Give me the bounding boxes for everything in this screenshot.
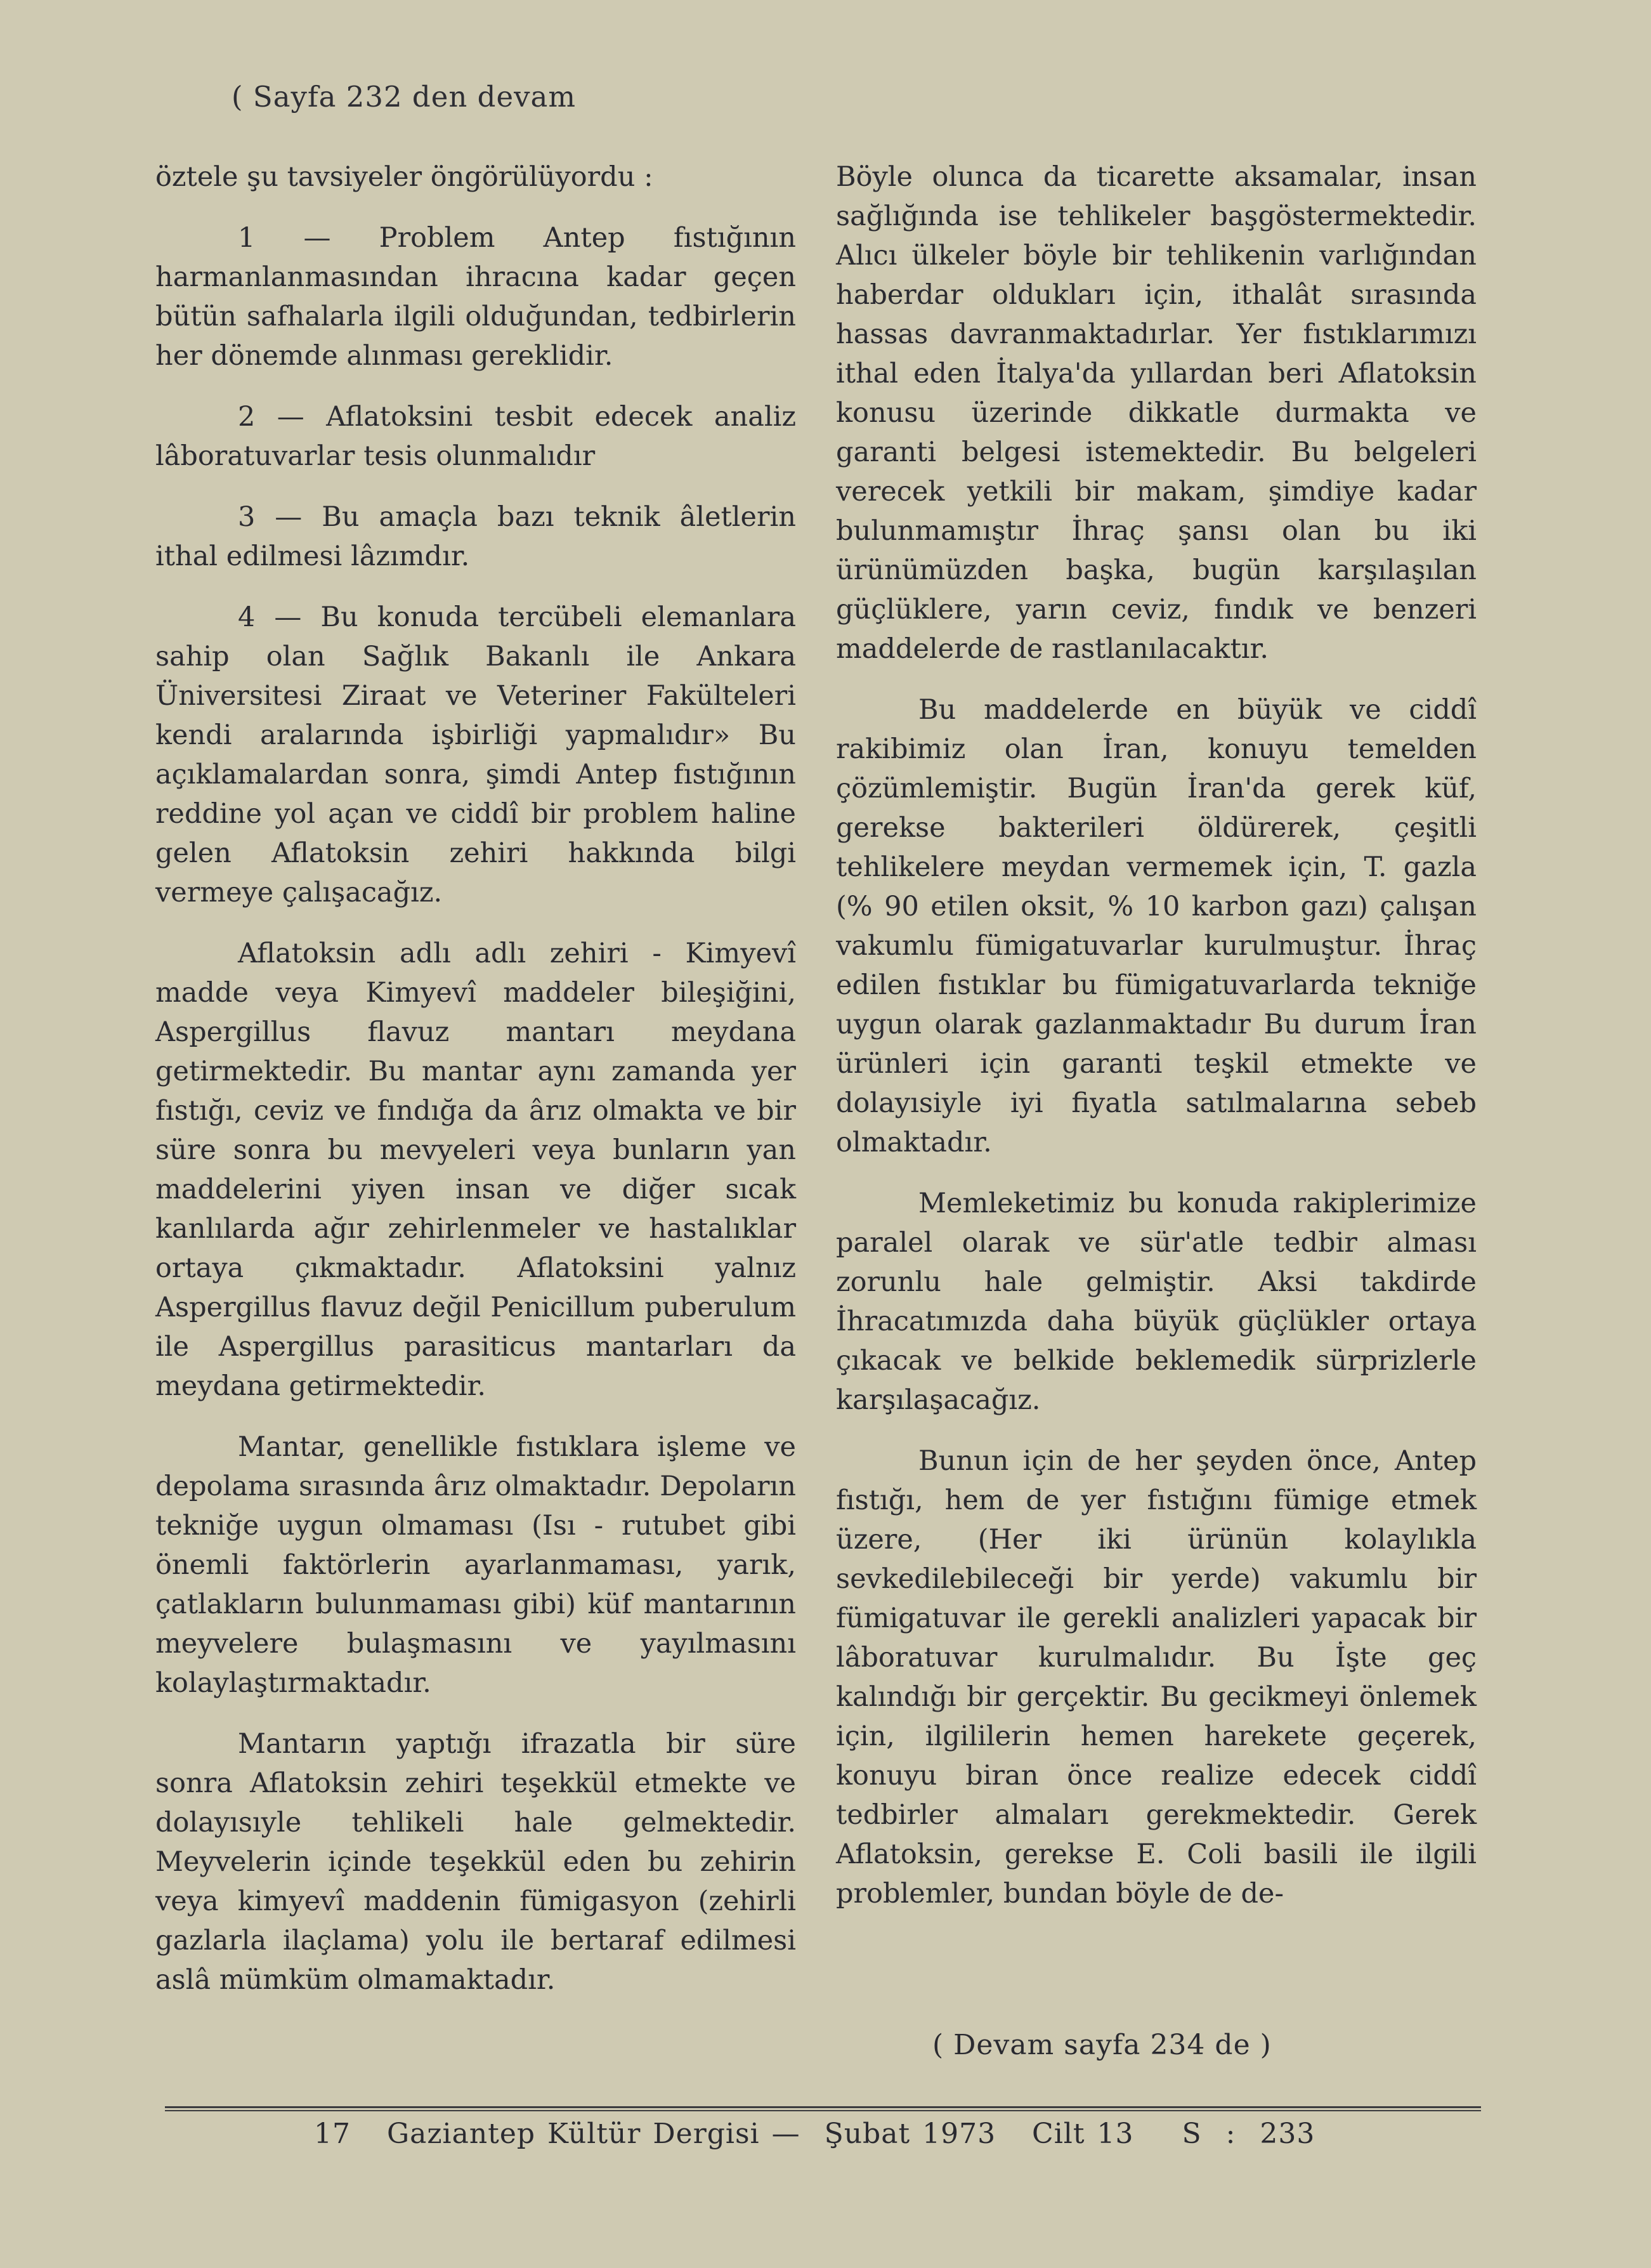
page-footer: 17 Gaziantep Kültür Dergisi — Şubat 1973 Cilt 13 S : 233 <box>314 2118 1315 2150</box>
continued-to-note: ( Devam sayfa 234 de ) <box>932 2029 1272 2061</box>
continued-from-note: ( Sayfa 232 den devam <box>232 80 577 114</box>
paragraph: Bu maddelerde en büyük ve ciddî rakibimiz olan İran, konuyu temelden çözümlemiştir. Bugün İran'da gerek küf, gerekse bakterileri öldürerek, çeşitli tehlikelere meydan vermemek için, T. gazla (% 90 etilen oksit, % 10 karbon gazı) çalışan vakumlu fümigatuvarlar kurulmuştur. İhraç edilen fıstıklar bu fümigatuvarlarda tekniğe uygun olarak gazlanmaktadır Bu durum İran ürünleri için garanti teşkil etmekte ve dolayısiyle iyi fiyatla satılmalarına sebeb olmaktadır. <box>836 694 1477 1158</box>
paragraph: Mantarın yaptığı ifrazatla bir süre sonra Aflatoksin zehiri teşekkül etmekte ve dolayısıyle tehlikeli hale gelmektedir. Meyvelerin içinde teşekkül eden bu zehirin veya kimyevî maddenin fümigasyon (zehirli gazlarla ilaçlama) yolu ile bertaraf edilmesi aslâ mümküm olmamaktadır. <box>155 1728 796 1996</box>
paragraph: Bunun için de her şeyden önce, Antep fıstığı, hem de yer fıstığını fümige etmek üzere, (Her iki ürünün kolaylıkla sevkedilebileceği bir yerde) vakumlu bir fümigatuvar ile gerekli analizleri yapacak bir lâboratuvar kurulmalıdır. Bu İşte geç kalındığı bir gerçektir. Bu gecikmeyi önlemek için, ilgililerin hemen harekete geçerek, konuyu biran önce realize edecek ciddî tedbirler almaları gerekmektedir. Gerek Aflatoksin, gerekse E. Coli basili ile ilgili problemler, bundan böyle de de- <box>836 1445 1477 1910</box>
paragraph: 1 — Problem Antep fıstığının harmanlanmasından ihracına kadar geçen bütün safhalarla ilgili olduğundan, tedbirlerin her dönemde alınması gereklidir. <box>155 222 796 372</box>
paragraph: 3 — Bu amaçla bazı teknik âletlerin ithal edilmesi lâzımdır. <box>155 501 796 572</box>
right-column <box>836 157 1477 1935</box>
paragraph: Aflatoksin adlı adlı zehiri - Kimyevî madde veya Kimyevî maddeler bileşiğini, Aspergillus flavuz mantarı meydana getirmektedir. Bu mantar aynı zamanda yer fıstığı, ceviz ve fındığa da ârız olmakta ve bir süre sonra bu mevyeleri veya bunların yan maddelerini yiyen insan ve diğer sıcak kanlılarda ağır zehirlenmeler ve hastalıklar ortaya çıkmaktadır. Aflatoksini yalnız Aspergillus flavuz değil Penicillum puberulum ile Aspergillus parasiticus mantarları da meydana getirmektedir. <box>155 938 796 1402</box>
paragraph: 4 — Bu konuda tercübeli elemanlara sahip olan Sağlık Bakanlı ile Ankara Üniversitesi Ziraat ve Veteriner Fakülteleri kendi aralarında işbirliği yapmalıdır» Bu açıklamalardan sonra, şimdi Antep fıstığının reddine yol açan ve ciddî bir problem haline gelen Aflatoksin zehiri hakkında bilgi vermeye çalışacağız. <box>155 601 796 908</box>
paragraph: Mantar, genellikle fıstıklara işleme ve depolama sırasında ârız olmaktadır. Depoların tekniğe uygun olmaması (Isı - rutubet gibi önemli faktörlerin ayarlanmaması, yarık, çatlakların bulunmaması gibi) küf mantarının meyvelere bulaşmasını ve yayılmasını kolaylaştırmaktadır. <box>155 1431 796 1699</box>
paragraph: Memleketimiz bu konuda rakiplerimize paralel olarak ve sür'atle tedbir alması zorunlu hale gelmiştir. Aksi takdirde İhracatımızda daha büyük güçlükler ortaya çıkacak ve belkide beklemedik sürprizlerle karşılaşacağız. <box>836 1188 1477 1416</box>
footer-rule <box>165 2106 1481 2108</box>
left-column <box>155 157 796 2021</box>
paragraph: öztele şu tavsiyeler öngörülüyordu : <box>155 161 653 193</box>
paragraph: 2 — Aflatoksini tesbit edecek analiz lâboratuvarlar tesis olunmalıdır <box>155 401 796 472</box>
footer-rule-thin <box>165 2110 1481 2111</box>
paragraph: Böyle olunca da ticarette aksamalar, insan sağlığında ise tehlikeler başgöstermektedir. Alıcı ülkeler böyle bir tehlikenin varlığından haberdar oldukları için, ithalât sırasında hassas davranmaktadırlar. Yer fıstıklarımızı ithal eden İtalya'da yıllardan beri Aflatoksin konusu üzerinde dikkatle durmakta ve garanti belgesi istemektedir. Bu belgeleri verecek yetkili bir makam, şimdiye kadar bulunmamıştır İhraç şansı olan bu iki ürünümüzden başka, bugün karşılaşılan güçlüklere, yarın ceviz, fındık ve benzeri maddelerde de rastlanılacaktır. <box>836 161 1477 665</box>
